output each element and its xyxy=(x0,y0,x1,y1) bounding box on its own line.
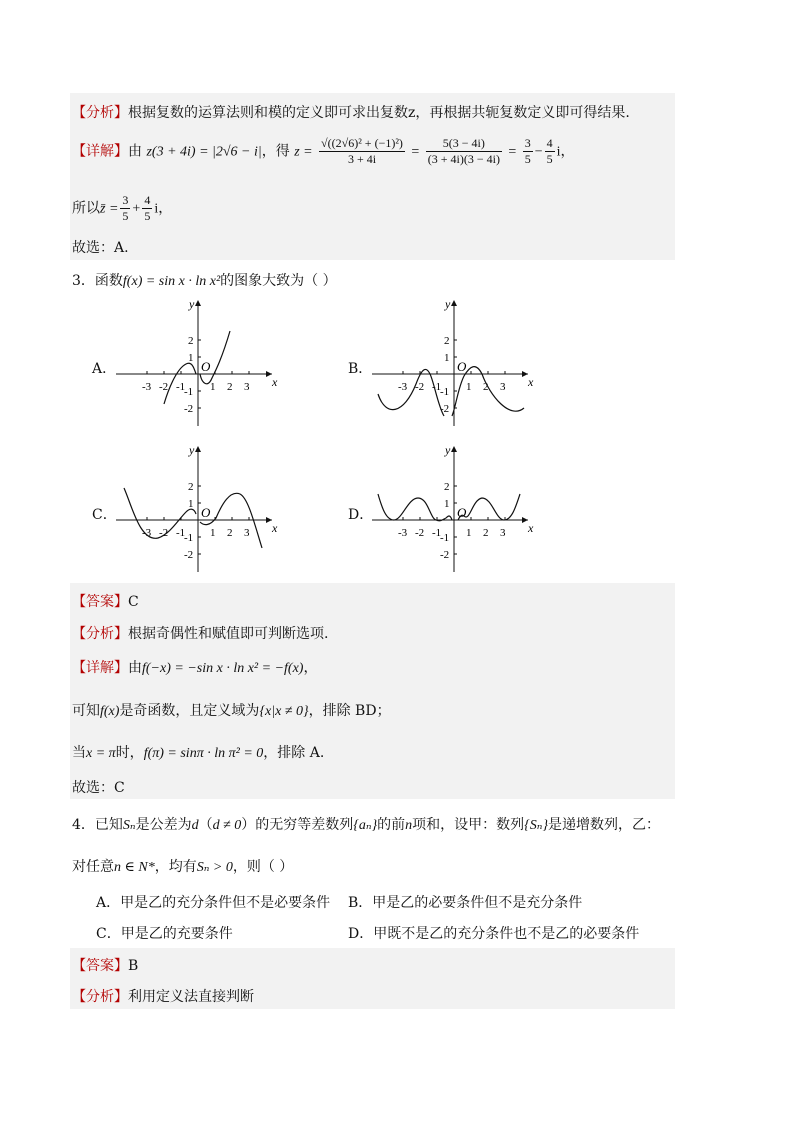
graph-a xyxy=(112,296,282,430)
q4-stem-line2 xyxy=(72,856,293,876)
fraction-5-num: 3 xyxy=(122,193,129,207)
y-axis-label: y xyxy=(445,297,451,311)
q4-cond: n ∈ N* xyxy=(114,860,155,875)
q3-stem xyxy=(72,270,337,290)
option-d-label[interactable]: D． xyxy=(348,507,374,523)
line3-end: ，排除 A. xyxy=(263,745,325,761)
fraction-4-num: 4 xyxy=(546,136,553,150)
x-axis-label: x xyxy=(528,521,534,535)
answer-tag: 【答案】 xyxy=(72,958,128,974)
detail-end: ， xyxy=(303,660,318,676)
fraction-2-num: 5(3 − 4i) xyxy=(426,136,502,152)
detail-end: i， xyxy=(556,144,575,160)
q4-l1-f: 的前 xyxy=(377,817,406,833)
q4-analysis-line xyxy=(72,986,254,1006)
q4-l2-a: 对任意 xyxy=(72,859,114,875)
y-tick-label: 1 xyxy=(188,498,194,510)
q4-option-b[interactable]: B．甲是乙的必要条件但不是充分条件 xyxy=(348,895,583,911)
analysis-tag: 【分析】 xyxy=(72,105,128,121)
detail-tag: 【详解】 xyxy=(72,660,128,676)
q4-analysis-text: 利用定义法直接判断 xyxy=(128,989,254,1005)
q4-an: {aₙ} xyxy=(353,818,378,833)
fraction-6-num: 4 xyxy=(144,193,151,207)
q4-d: d xyxy=(191,818,199,833)
option-a-label[interactable]: A． xyxy=(92,361,117,377)
q4-option-a[interactable]: A．甲是乙的充分条件但不是必要条件 xyxy=(96,895,331,911)
curve-a xyxy=(164,331,230,404)
option-b-label[interactable]: B． xyxy=(348,361,373,377)
x-axis-label: x xyxy=(272,375,278,389)
y-axis-arrow xyxy=(195,446,201,452)
axes-b xyxy=(372,297,534,426)
fraction-2-den: (3 + 4i)(3 − 4i) xyxy=(427,152,500,166)
so-prefix: 所以 xyxy=(72,200,100,217)
x-tick-label: 3 xyxy=(244,527,250,539)
q4-l1-b: 是公差为 xyxy=(135,817,192,833)
line3-mid: 时， xyxy=(115,745,144,761)
q3-analysis-line xyxy=(72,623,328,643)
x-tick-label: 1 xyxy=(210,381,216,393)
origin-label: O xyxy=(457,359,467,374)
fraction-6-den: 5 xyxy=(144,209,151,223)
q3-line2 xyxy=(72,700,391,720)
x-tick-label: -1 xyxy=(432,527,442,539)
line2-prefix: 可知 xyxy=(72,703,100,719)
y-axis-label: y xyxy=(189,443,195,457)
fraction-6 xyxy=(142,193,152,224)
q2-analysis-line xyxy=(72,102,630,122)
detail-prefix: 由 xyxy=(128,143,142,160)
option-c-label[interactable]: C． xyxy=(92,507,117,523)
fraction-4-den: 5 xyxy=(546,152,553,166)
y-tick-label: 1 xyxy=(444,352,450,364)
y-tick-label: 2 xyxy=(188,335,194,347)
q3-stem-func: f(x) = sin x · ln x² xyxy=(122,274,221,289)
x-tick-label: -3 xyxy=(398,527,408,539)
graph-d xyxy=(368,442,538,576)
line3-prefix: 当 xyxy=(72,745,86,761)
q2-so-line: 所以z̄ = $\frac{3}{5}$ + $\frac{4}{5}$ i， xyxy=(72,193,173,223)
x-tick-label: 2 xyxy=(483,527,489,539)
q4-dneq: d ≠ 0 xyxy=(212,818,242,833)
y-tick-label: -2 xyxy=(184,549,194,561)
q4-option-d[interactable]: D．甲既不是乙的充分条件也不是乙的必要条件 xyxy=(348,926,640,942)
fraction-3 xyxy=(523,136,533,167)
analysis-tag: 【分析】 xyxy=(72,626,128,642)
axes-a xyxy=(116,297,278,426)
line2-mid: 是奇函数，且定义域为 xyxy=(119,703,260,719)
x-tick-label: -1 xyxy=(432,381,442,393)
analysis-tag: 【分析】 xyxy=(72,989,128,1005)
y-tick-label: -2 xyxy=(440,549,450,561)
fraction-4 xyxy=(545,136,555,167)
line2-f: f(x) xyxy=(100,704,120,719)
q2-choice: 故选：A. xyxy=(72,240,129,256)
detail-mid: ，得 xyxy=(261,143,290,160)
y-axis-arrow xyxy=(451,300,457,306)
q4-l1-c: （ xyxy=(198,817,213,833)
fraction-3-den: 5 xyxy=(524,152,531,166)
x-axis-label: x xyxy=(528,375,534,389)
fraction-5-den: 5 xyxy=(122,209,129,223)
y-tick-label: -1 xyxy=(184,386,194,398)
q4-l1-g: 项和，设甲：数列 xyxy=(412,817,525,833)
q3-choice: 故选：C xyxy=(72,780,125,796)
graph-b xyxy=(368,296,538,430)
x-tick-label: -2 xyxy=(415,381,425,393)
line3-eq: f(π) = sinπ · ln π² = 0 xyxy=(143,746,264,761)
y-tick-label: 2 xyxy=(188,481,194,493)
detail-eq1: z(3 + 4i) = |2√6 − i| xyxy=(146,144,262,160)
y-tick-label: 1 xyxy=(188,352,194,364)
x-tick-label: -1 xyxy=(176,381,186,393)
x-tick-label: 2 xyxy=(227,381,233,393)
line2-end: ，排除 BD； xyxy=(308,703,391,719)
equals: = xyxy=(508,144,517,160)
q3-stem-prefix: 3．函数 xyxy=(72,273,123,289)
x-tick-label: -3 xyxy=(398,381,408,393)
y-tick-label: 1 xyxy=(444,498,450,510)
analysis-text: 根据复数的运算法则和模的定义即可求出复数z，再根据共轭复数定义即可得结果. xyxy=(128,105,630,121)
line2-set: {x|x ≠ 0} xyxy=(259,704,309,719)
x-axis-label: x xyxy=(272,521,278,535)
x-tick-label: -2 xyxy=(159,527,169,539)
q4-answer-line xyxy=(72,955,138,975)
q4-sn: Sₙ xyxy=(122,818,136,833)
q4-answer: B xyxy=(128,958,139,974)
detail-eq2-lhs: z = xyxy=(294,144,313,160)
fraction-2 xyxy=(426,136,502,167)
so-eq: z̄ = xyxy=(100,201,119,217)
y-axis-arrow xyxy=(451,446,457,452)
y-axis-arrow xyxy=(195,300,201,306)
x-tick-label: 1 xyxy=(210,527,216,539)
y-tick-label: -1 xyxy=(440,386,450,398)
x-tick-label: 3 xyxy=(244,381,250,393)
q4-l1-e: ）的无穷等差数列 xyxy=(241,817,354,833)
x-tick-label: -2 xyxy=(415,527,425,539)
y-tick-label: -2 xyxy=(440,403,450,415)
y-tick-label: 2 xyxy=(444,481,450,493)
q3-answer-line xyxy=(72,591,139,611)
fraction-1 xyxy=(319,136,405,167)
x-tick-label: 3 xyxy=(500,527,506,539)
x-tick-label: 2 xyxy=(227,527,233,539)
answer-tag: 【答案】 xyxy=(72,594,128,610)
x-tick-label: 3 xyxy=(500,381,506,393)
y-tick-label: 2 xyxy=(444,335,450,347)
q3-answer: C xyxy=(128,594,139,610)
detail-prefix: 由 xyxy=(128,660,142,676)
y-tick-label: -2 xyxy=(184,403,194,415)
y-tick-label: -1 xyxy=(184,532,194,544)
q4-option-c[interactable]: C．甲是乙的充要条件 xyxy=(96,926,233,942)
y-tick-label: -1 xyxy=(440,532,450,544)
fraction-1-num: √((2√6)² + (−1)²) xyxy=(321,136,403,150)
q3-detail-line xyxy=(72,657,317,677)
q4-l2-c: ，则（ ） xyxy=(232,859,294,875)
q3-line3 xyxy=(72,742,324,762)
x-tick-label: -2 xyxy=(159,381,169,393)
q4-l1-h: 是递增数列，乙： xyxy=(548,817,661,833)
q4-cond2: Sₙ > 0 xyxy=(196,860,233,875)
q4-n: n xyxy=(405,818,413,833)
x-tick-label: 1 xyxy=(466,381,472,393)
fraction-1-den: 3 + 4i xyxy=(347,152,377,166)
q3-solution-panel xyxy=(70,583,675,799)
y-axis-label: y xyxy=(189,297,195,311)
q4-l2-b: ，均有 xyxy=(154,859,197,875)
q4-sn2: {Sₙ} xyxy=(524,818,549,833)
q2-detail-line: 【详解】由 z(3 + 4i) = |2√6 − i|，得 z = $\frac{\text{√((2√6)² + (−1)²)}}{3 + 4i}$ = $\frac{5(3 - 4i)}{(3 + 4i)(3 - 4i)}$ = $\frac{3}{5}$ − $\frac{4}{5}$ i， xyxy=(72,136,575,166)
x-tick-label: -3 xyxy=(142,527,152,539)
line3-x: x = π xyxy=(86,746,116,761)
origin-label: O xyxy=(201,505,211,520)
q3-analysis-text: 根据奇偶性和赋值即可判断选项. xyxy=(128,626,329,642)
detail-tag: 【详解】 xyxy=(72,143,128,160)
origin-label: O xyxy=(457,505,467,520)
x-tick-label: -3 xyxy=(142,381,152,393)
q3-stem-suffix: 的图象大致为（ ） xyxy=(220,273,337,289)
origin-label: O xyxy=(201,359,211,374)
so-end: i， xyxy=(154,201,173,217)
fraction-3-num: 3 xyxy=(524,136,531,150)
q4-l1-a: 4．已知 xyxy=(72,817,123,833)
q4-stem-line1 xyxy=(72,814,660,834)
x-tick-label: 1 xyxy=(466,527,472,539)
graph-c xyxy=(112,442,282,576)
fraction-5 xyxy=(120,193,130,224)
axes-c xyxy=(116,443,278,572)
x-tick-label: 2 xyxy=(483,381,489,393)
axes-d xyxy=(372,443,534,572)
x-tick-label: -1 xyxy=(176,527,186,539)
q3-detail-eq: f(−x) = −sin x · ln x² = −f(x) xyxy=(142,661,304,676)
y-axis-label: y xyxy=(445,443,451,457)
